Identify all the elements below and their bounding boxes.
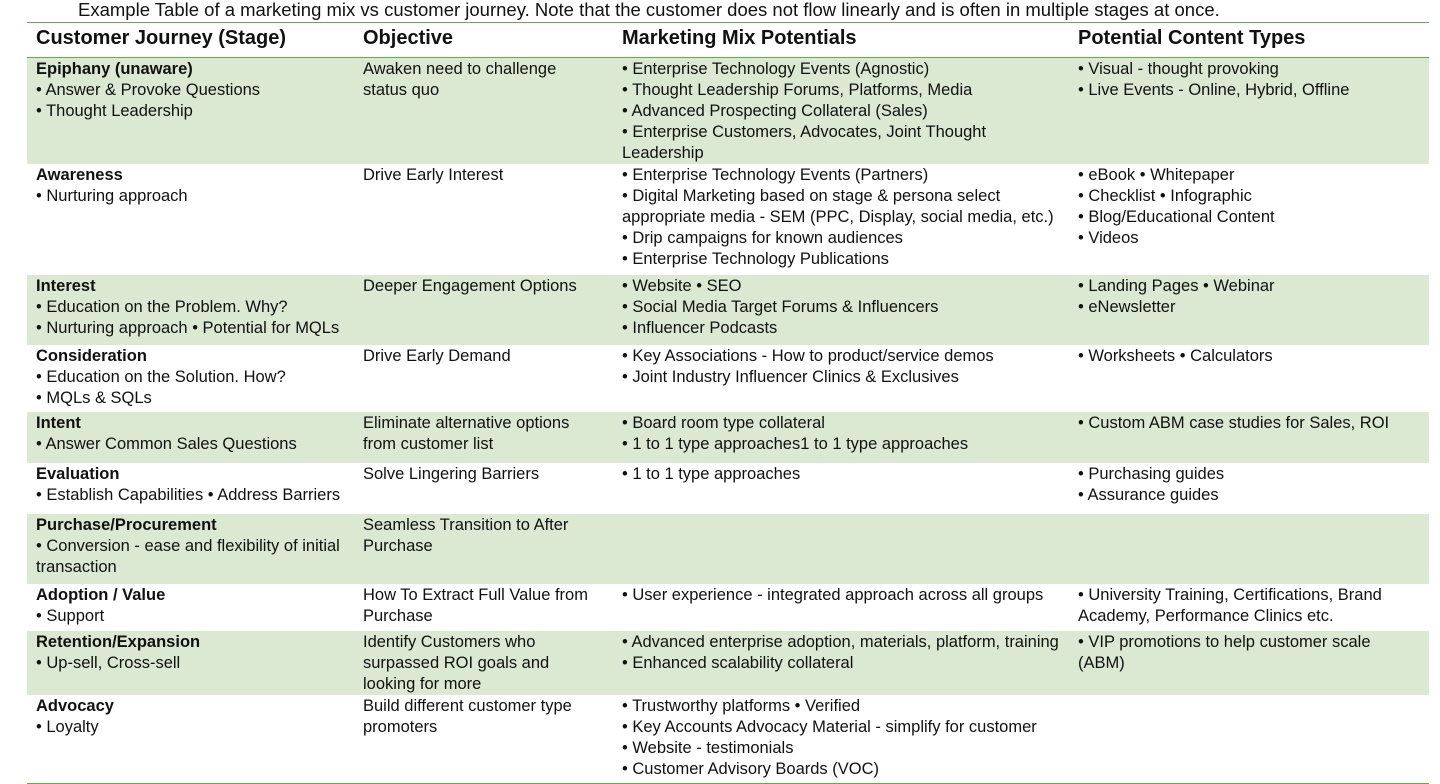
content-types-cell [1069,275,1429,345]
stage-name: Retention/Expansion [36,633,201,651]
table-row [27,275,1429,345]
content-types-cell [1069,412,1429,463]
content-type-item: • Custom ABM case studies for Sales, ROI [1078,414,1390,432]
stage-point: • Thought Leadership [36,102,193,120]
marketing-mix-item: • Joint Industry Influencer Clinics & Exclusives [622,368,959,386]
table-row [27,58,1429,165]
content-type-item: • Worksheets • Calculators [1078,347,1273,365]
content-type-item: • Purchasing guides [1078,465,1225,483]
marketing-mix-item: • Enterprise Technology Publications [622,250,889,268]
marketing-mix-item: • Advanced Prospecting Collateral (Sales) [622,102,928,120]
stage-name: Epiphany (unaware) [36,60,193,78]
objective-cell: Seamless Transition to After Purchase [354,514,613,584]
objective-cell: Build different customer type promoters [363,697,572,736]
stage-name: Adoption / Value [36,586,166,604]
content-type-item: • VIP promotions to help customer scale (ABM) [1078,633,1371,672]
marketing-mix-item: • Enterprise Technology Events (Agnostic) [622,60,930,78]
marketing-mix-cell [613,631,1069,695]
stage-name: Consideration [36,347,147,365]
stage-point: • Education on the Problem. Why? [36,298,288,316]
marketing-mix-cell [613,584,1069,631]
marketing-mix-item: • Influencer Podcasts [622,319,778,337]
stage-cell [27,164,354,275]
objective-cell: Drive Early Interest [363,166,504,184]
content-type-item: • Live Events - Online, Hybrid, Offline [1078,81,1350,99]
table-row [27,584,1429,631]
objective-cell: Deeper Engagement Options [354,275,613,345]
stage-cell [27,463,354,514]
header-objective: Objective [363,27,454,49]
marketing-mix-item: • Social Media Target Forums & Influencers [622,298,939,316]
table-row [27,164,1429,275]
marketing-mix-item: • Key Associations - How to product/service demos [622,347,994,365]
objective-cell: Awaken need to challenge status quo [354,58,613,165]
objective-cell: How To Extract Full Value from Purchase [363,586,588,625]
marketing-mix-item: • Enterprise Technology Events (Partners) [622,166,929,184]
content-type-item: • eNewsletter [1078,298,1176,316]
content-type-item: • Visual - thought provoking [1078,60,1279,78]
marketing-mix-cell [613,164,1069,275]
stage-point: • Answer & Provoke Questions [36,81,261,99]
stage-point: • Nurturing approach [36,187,188,205]
content-types-cell [1069,695,1429,783]
content-types-cell [1069,345,1429,412]
table-caption: Example Table of a marketing mix vs customer journey. Note that the customer does not flow linearly and is often in multiple stages at once. [78,0,1220,20]
marketing-mix-item: • 1 to 1 type approaches [622,465,801,483]
table-body [27,58,1429,784]
header-content-types: Potential Content Types [1078,27,1306,49]
marketing-mix-item: • 1 to 1 type approaches1 to 1 type approaches [622,435,969,453]
stage-name: Advocacy [36,697,114,715]
stage-name: Interest [36,277,96,295]
marketing-mix-cell [613,275,1069,345]
stage-point: • MQLs & SQLs [36,389,152,407]
stage-cell [27,412,354,463]
marketing-mix-item: • Thought Leadership Forums, Platforms, Media [622,81,973,99]
marketing-mix-cell [613,412,1069,463]
marketing-mix-cell [613,58,1069,165]
marketing-mix-item: • Key Accounts Advocacy Material - simplify for customer [622,718,1037,736]
marketing-mix-item: • User experience - integrated approach across all groups [622,586,1044,604]
content-types-cell [1069,584,1429,631]
table-row [27,695,1429,783]
marketing-mix-item: • Website • SEO [622,277,742,295]
marketing-mix-cell [613,695,1069,783]
table-row [27,412,1429,463]
stage-name: Evaluation [36,465,120,483]
marketing-mix-cell [613,514,1069,584]
stage-name: Purchase/Procurement [36,516,217,534]
table-row [27,345,1429,412]
stage-name: Awareness [36,166,123,184]
marketing-mix-cell [613,463,1069,514]
marketing-mix-item: • Enhanced scalability collateral [622,654,854,672]
stage-name: Intent [36,414,81,432]
content-type-item: • Checklist • Infographic [1078,187,1252,205]
stage-point: • Establish Capabilities • Address Barriers [36,486,341,504]
marketing-mix-item: • Enterprise Customers, Advocates, Joint Thought Leadership [622,123,987,162]
objective-cell: Solve Lingering Barriers [363,465,540,483]
header-row [27,23,1429,58]
table-row [27,514,1429,584]
stage-cell [27,345,354,412]
stage-point: • Education on the Solution. How? [36,368,286,386]
objective-cell: Eliminate alternative options from customer list [354,412,613,463]
content-types-cell [1069,58,1429,165]
marketing-mix-item: • Customer Advisory Boards (VOC) [622,760,880,778]
content-type-item: • Blog/Educational Content [1078,208,1275,226]
stage-point: • Answer Common Sales Questions [36,435,297,453]
marketing-mix-item: • Trustworthy platforms • Verified [622,697,861,715]
stage-point: • Nurturing approach • Potential for MQLs [36,319,340,337]
objective-cell: Identify Customers who surpassed ROI goals and looking for more [354,631,613,695]
marketing-mix-item: • Board room type collateral [622,414,825,432]
content-type-item: • Assurance guides [1078,486,1219,504]
content-type-item: • Landing Pages • Webinar [1078,277,1275,295]
marketing-mix-item: • Website - testimonials [622,739,794,757]
table-row [27,631,1429,695]
table-row [27,463,1429,514]
marketing-mix-item: • Drip campaigns for known audiences [622,229,903,247]
stage-cell [27,695,354,783]
content-type-item: • eBook • Whitepaper [1078,166,1235,184]
stage-cell [27,631,354,695]
content-types-cell [1069,463,1429,514]
stage-point: • Up-sell, Cross-sell [36,654,181,672]
marketing-mix-cell [613,345,1069,412]
marketing-mix-item: • Digital Marketing based on stage & persona select appropriate media - SEM (PPC, Display, social media, etc.) [622,187,1054,226]
stage-point: • Conversion - ease and flexibility of initial transaction [36,537,340,576]
content-type-item: • University Training, Certifications, Brand Academy, Performance Clinics etc. [1078,586,1382,625]
stage-cell [27,58,354,165]
stage-point: • Loyalty [36,718,99,736]
header-stage: Customer Journey (Stage) [36,27,287,49]
header-marketing-mix: Marketing Mix Potentials [622,27,857,49]
marketing-mix-item: • Advanced enterprise adoption, materials, platform, training [622,633,1059,651]
stage-cell [27,275,354,345]
content-types-cell [1069,631,1429,695]
marketing-mix-table [27,22,1429,784]
stage-cell [27,514,354,584]
objective-cell: Drive Early Demand [363,347,511,365]
stage-cell [27,584,354,631]
content-types-cell [1069,514,1429,584]
content-type-item: • Videos [1078,229,1139,247]
content-types-cell [1069,164,1429,275]
stage-point: • Support [36,607,105,625]
